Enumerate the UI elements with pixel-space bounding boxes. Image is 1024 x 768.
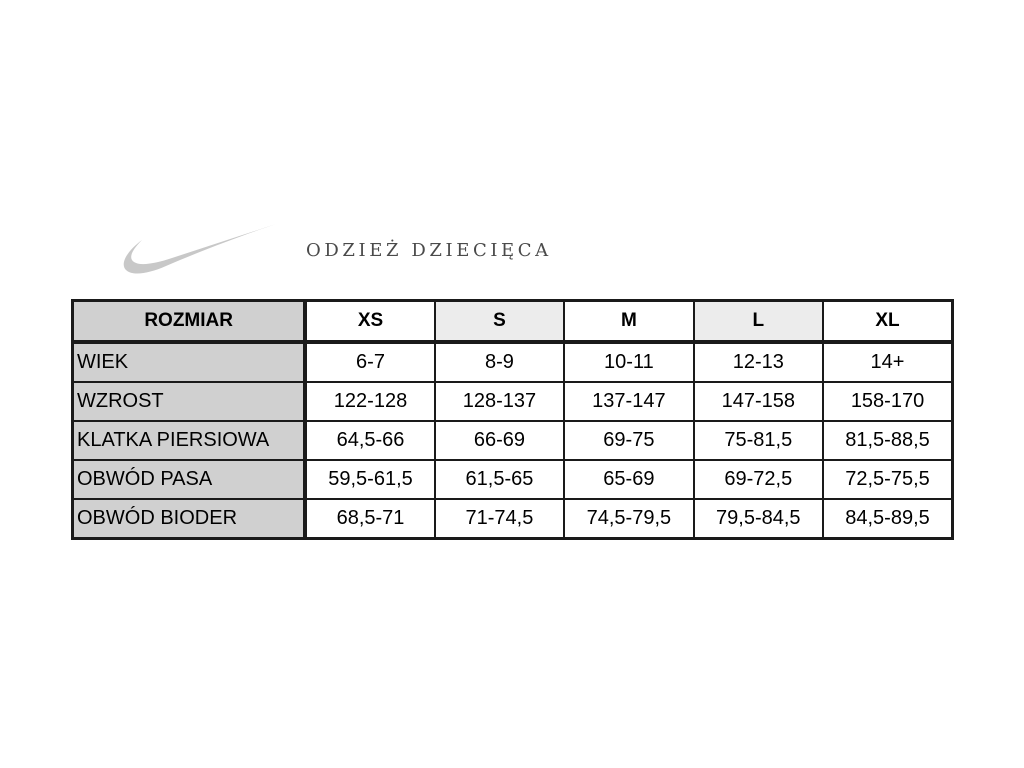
table-cell: 79,5-84,5 bbox=[694, 499, 823, 539]
size-header-m: M bbox=[564, 301, 693, 343]
table-cell: 59,5-61,5 bbox=[305, 460, 434, 499]
table-row bbox=[73, 342, 953, 382]
table-cell: 75-81,5 bbox=[694, 421, 823, 460]
size-header-xl: XL bbox=[823, 301, 952, 343]
size-table bbox=[71, 299, 954, 540]
table-cell: 12-13 bbox=[694, 342, 823, 382]
row-label: KLATKA PIERSIOWA bbox=[73, 421, 306, 460]
size-header-s: S bbox=[435, 301, 564, 343]
row-label: OBWÓD BIODER bbox=[73, 499, 306, 539]
table-cell: 61,5-65 bbox=[435, 460, 564, 499]
table-header-row bbox=[73, 301, 953, 343]
swoosh-logo-icon bbox=[120, 222, 276, 280]
table-cell: 81,5-88,5 bbox=[823, 421, 952, 460]
table-cell: 72,5-75,5 bbox=[823, 460, 952, 499]
table-cell: 147-158 bbox=[694, 382, 823, 421]
table-cell: 69-75 bbox=[564, 421, 693, 460]
table-cell: 158-170 bbox=[823, 382, 952, 421]
size-header-l: L bbox=[694, 301, 823, 343]
table-cell: 68,5-71 bbox=[305, 499, 434, 539]
table-cell: 128-137 bbox=[435, 382, 564, 421]
table-cell: 14+ bbox=[823, 342, 952, 382]
row-label: WIEK bbox=[73, 342, 306, 382]
table-cell: 74,5-79,5 bbox=[564, 499, 693, 539]
header-label-cell: ROZMIAR bbox=[73, 301, 306, 343]
table-cell: 84,5-89,5 bbox=[823, 499, 952, 539]
table-row bbox=[73, 499, 953, 539]
page-heading: ODZIEŻ DZIECIĘCA bbox=[306, 240, 552, 261]
table-cell: 69-72,5 bbox=[694, 460, 823, 499]
table-cell: 8-9 bbox=[435, 342, 564, 382]
table-cell: 64,5-66 bbox=[305, 421, 434, 460]
table-cell: 10-11 bbox=[564, 342, 693, 382]
table-cell: 65-69 bbox=[564, 460, 693, 499]
table-cell: 66-69 bbox=[435, 421, 564, 460]
table-cell: 6-7 bbox=[305, 342, 434, 382]
table-cell: 122-128 bbox=[305, 382, 434, 421]
table-row bbox=[73, 421, 953, 460]
row-label: WZROST bbox=[73, 382, 306, 421]
table-row bbox=[73, 460, 953, 499]
row-label: OBWÓD PASA bbox=[73, 460, 306, 499]
table-cell: 71-74,5 bbox=[435, 499, 564, 539]
table-row bbox=[73, 382, 953, 421]
size-header-xs: XS bbox=[305, 301, 434, 343]
table-cell: 137-147 bbox=[564, 382, 693, 421]
